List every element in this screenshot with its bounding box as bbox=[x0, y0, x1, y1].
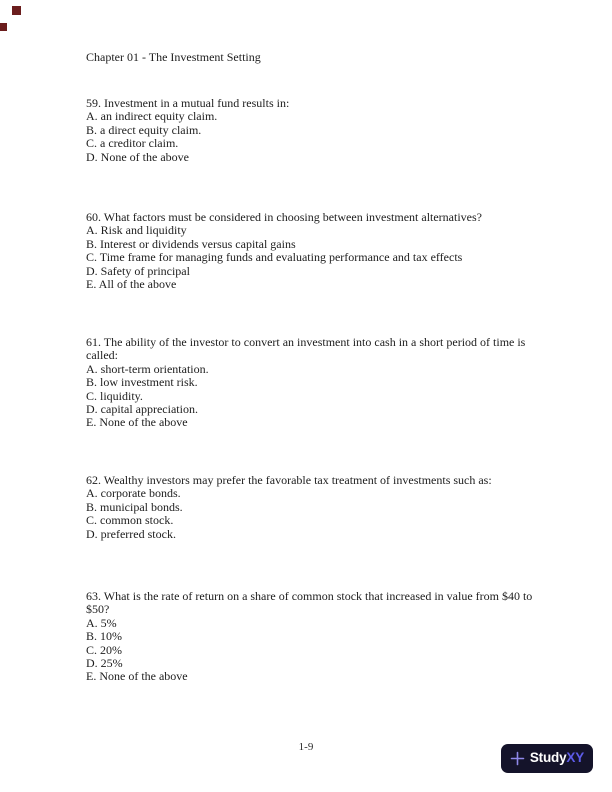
logo-study-text: Study bbox=[529, 750, 567, 766]
answer-option: A. corporate bonds. bbox=[86, 486, 181, 501]
question-62 bbox=[86, 474, 533, 541]
answer-option: B. a direct equity claim. bbox=[86, 122, 202, 137]
answer-option: D. Safety of principal bbox=[86, 263, 190, 278]
answer-option: E. None of the above bbox=[86, 415, 188, 430]
answer-option: A. short-term orientation. bbox=[86, 361, 209, 376]
answer-option: D. capital appreciation. bbox=[86, 402, 198, 417]
pdf-annotation-square bbox=[12, 6, 21, 15]
answer-option: A. an indirect equity claim. bbox=[86, 109, 218, 124]
question-61 bbox=[86, 336, 533, 430]
answer-option: D. 25% bbox=[86, 656, 123, 671]
question-text: 63. What is the rate of return on a share of common stock that increased in value from $40 to $50? bbox=[86, 589, 533, 617]
answer-option: C. a creditor claim. bbox=[86, 136, 179, 151]
question-59 bbox=[86, 97, 533, 164]
question-text: 61. The ability of the investor to convert an investment into cash in a short period of time is called: bbox=[86, 335, 526, 363]
answer-option: C. Time frame for managing funds and evaluating performance and tax effects bbox=[86, 250, 463, 265]
answer-option: A. 5% bbox=[86, 615, 117, 630]
page-number: 1-9 bbox=[298, 741, 314, 753]
answer-option: D. preferred stock. bbox=[86, 526, 176, 541]
answer-option: C. common stock. bbox=[86, 513, 174, 528]
answer-option: E. All of the above bbox=[86, 277, 177, 292]
answer-option: A. Risk and liquidity bbox=[86, 223, 187, 238]
answer-option: D. None of the above bbox=[86, 149, 189, 164]
question-text: 62. Wealthy investors may prefer the favorable tax treatment of investments such as: bbox=[86, 473, 492, 487]
chapter-header: Chapter 01 - The Investment Setting bbox=[86, 50, 261, 64]
logo-xy-text: XY bbox=[566, 750, 584, 766]
answer-option: C. 20% bbox=[86, 642, 122, 657]
pdf-annotation-square bbox=[0, 23, 7, 31]
answer-option: B. low investment risk. bbox=[86, 375, 198, 390]
question-text: 59. Investment in a mutual fund results in: bbox=[86, 96, 290, 110]
answer-option: E. None of the above bbox=[86, 669, 188, 684]
question-60 bbox=[86, 211, 533, 291]
question-text: 60. What factors must be considered in choosing between investment alternatives? bbox=[86, 210, 482, 224]
answer-option: B. 10% bbox=[86, 629, 122, 644]
question-63 bbox=[86, 590, 533, 684]
studyxy-logo-badge bbox=[501, 744, 593, 773]
answer-option: B. Interest or dividends versus capital gains bbox=[86, 236, 296, 251]
plus-icon bbox=[510, 751, 525, 766]
answer-option: C. liquidity. bbox=[86, 388, 143, 403]
answer-option: B. municipal bonds. bbox=[86, 499, 183, 514]
